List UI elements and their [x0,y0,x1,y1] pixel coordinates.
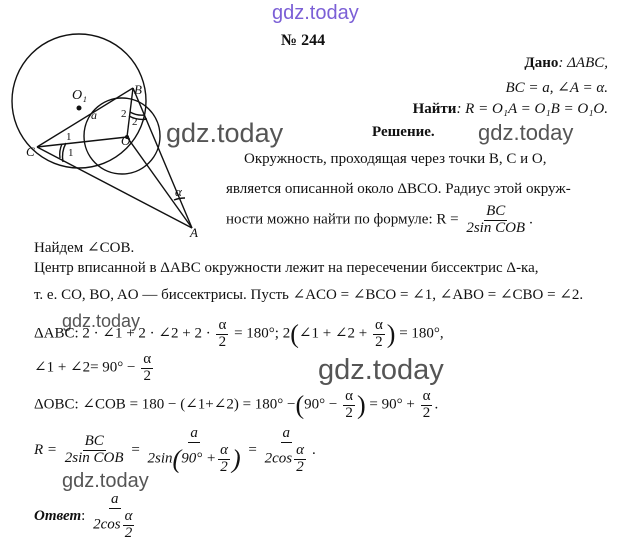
equation-3 [34,389,438,422]
alpha-over-2 [216,318,228,351]
formula-end: . [529,211,533,228]
a-over-sin [146,426,243,475]
given-triangle: : ΔABC, [558,55,608,71]
eq3-part-a: ΔOBC: ∠COB = 180 − (∠1+∠2) = 180° − [34,396,296,413]
text-line-5: Центр вписанной в ΔABC окружности лежит на пересечении биссектрис Δ-ка, [34,260,539,276]
watermark: gdz.today [62,470,149,492]
label-angle-1a: 1 [66,131,72,143]
eq2-part-a: ∠1 + ∠2= 90° − [34,359,136,376]
frac-num: α [345,388,353,404]
cos-label: 2cos [264,450,293,467]
answer-label: Ответ [34,508,82,525]
sin-label: 2sin [147,450,173,467]
paren-close: ) [386,319,396,349]
watermark: gdz.today [62,311,141,331]
answer-fraction [91,492,138,541]
frac-den [91,509,138,542]
label-a-vertex: A [190,225,198,240]
alpha-over-2 [294,443,306,476]
formula-intro: ности можно найти по формуле: R = [226,211,459,228]
frac-den [263,443,310,476]
frac-den: 2 [345,404,353,421]
frac-den: 2sin COB [466,219,526,236]
frac-num: a [282,425,291,441]
frac-den: 2 [143,367,151,384]
side-ca [37,147,192,228]
frac-num: α [143,351,152,367]
solution-label: Решение. [372,124,435,140]
alpha-over-2 [218,443,230,476]
text-line-4: Найдем ∠COB. [34,240,135,256]
alpha-over-2 [343,389,355,422]
text-line-1: Окружность, проходящая через точки B, C и O, [244,151,547,167]
frac-den [146,443,243,476]
frac-den: 2sin COB [64,450,124,467]
problem-number: № 244 [281,32,326,49]
paren-open: ( [295,390,305,420]
text-line-3 [226,204,533,237]
eq3-part-d: . [434,396,439,413]
frac-num: α [220,441,228,458]
center-o1 [77,106,82,111]
alpha-over-2 [141,352,153,385]
alpha-over-2 [123,509,135,542]
answer-colon: : [81,508,86,525]
given-line-1 [524,55,608,72]
label-angle-1b: 1 [68,147,74,159]
frac-num: α [422,388,431,404]
frac-den: 2 [124,524,133,541]
frac-den: 2 [220,458,228,475]
label-o1: O₁ [72,88,87,103]
paren-close: ) [357,390,366,420]
answer [34,492,140,541]
eq1-part-b: = 180°; 2 [234,325,291,342]
label-alpha: α [175,184,182,199]
equation-2 [34,352,155,385]
equals: = [248,442,257,459]
eq3-part-b: 90° − [304,396,338,413]
frac-num: BC [84,433,104,450]
given-line-2: BC = a, ∠A = α. [505,80,608,96]
paren-open: ( [172,444,182,473]
bc-over-sincob [63,434,126,467]
frac-den: 2 [218,333,227,350]
watermark: gdz.today [478,120,574,145]
formula-fraction [464,204,527,237]
frac-den: 2 [296,458,304,475]
text-line-6: т. е. CO, BO, AO — биссектрисы. Пусть ∠ACO = ∠BCO = ∠1, ∠ABO = ∠CBO = ∠2. [34,287,584,303]
eq1-part-c: ∠1 + ∠2 + [298,325,368,342]
label-b: B [134,82,142,97]
text-line-2: является описанной около ΔBCO. Радиус этой окруж- [226,181,571,197]
alpha-over-2 [421,389,433,422]
label-c: C [26,144,35,159]
frac-num: a [111,491,119,507]
find-line [413,101,608,118]
frac-num: α [374,317,383,333]
cos-label: 2cos [93,516,121,533]
equation-1 [34,318,444,351]
label-angle-2a: 2 [121,108,127,120]
frac-num: α [218,317,227,333]
watermark: gdz.today [318,354,444,386]
sin-arg: 90° + [181,450,217,467]
label-o: O [121,133,131,148]
frac-num: α [296,441,304,458]
frac-den: 2 [375,333,383,350]
eq4-r: R = [34,442,58,459]
watermark-top: gdz.today [272,2,359,24]
paren-close: ) [231,444,241,473]
label-side-a: a [91,108,97,122]
dot: . [311,442,316,459]
equation-4 [34,426,316,475]
equals: = [131,442,140,459]
eq1-part-d: = 180°, [399,325,444,342]
label-angle-2b: 2 [132,116,138,128]
a-over-cos [263,426,310,475]
frac-num: a [190,425,198,441]
frac-den: 2 [422,404,431,421]
paren-open: ( [290,319,299,349]
eq3-part-c: = 90° + [369,396,415,413]
find-expression: : R = O₁A = O₁B = O₁O. [456,101,608,117]
frac-num: α [124,507,133,524]
frac-num: BC [486,203,506,219]
find-label: Найти [412,101,457,117]
eq1-part-a: ΔABC: 2 · ∠1 + 2 · ∠2 + 2 · [34,325,211,342]
alpha-over-2 [373,318,385,351]
watermark: gdz.today [166,118,284,148]
given-label: Дано [524,55,559,71]
